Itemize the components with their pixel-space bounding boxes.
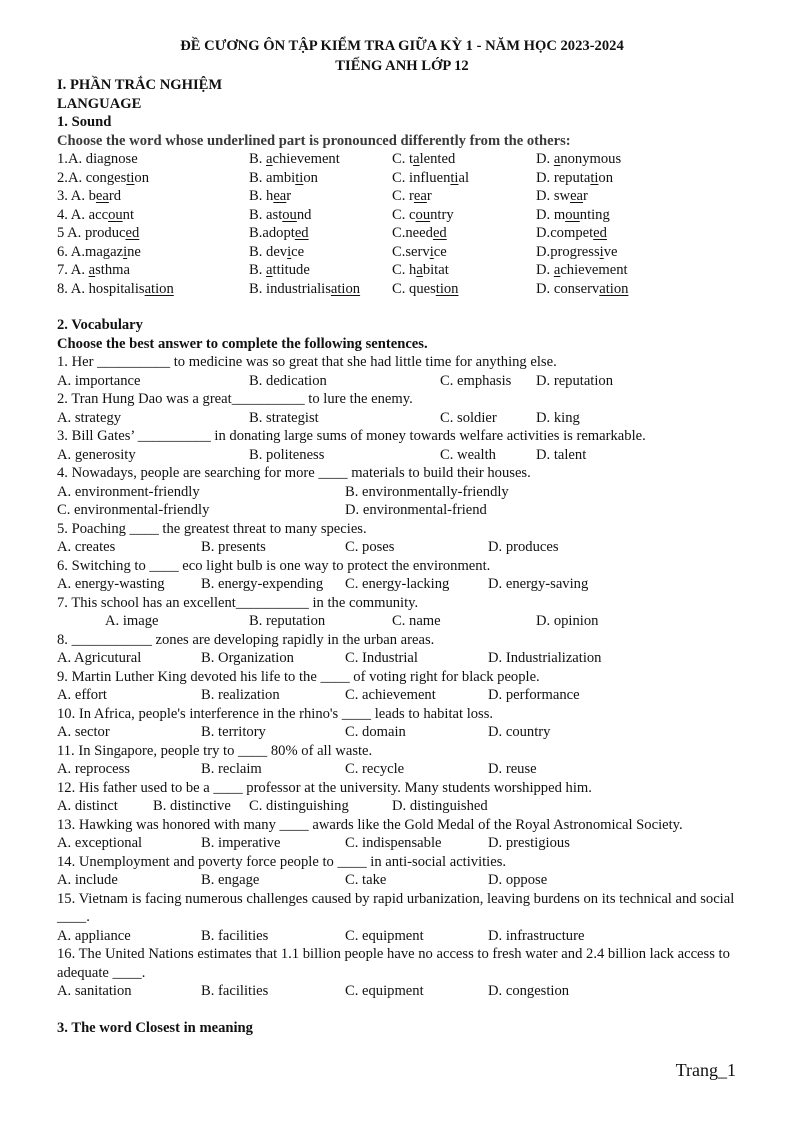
underlined-sound: ou (108, 206, 123, 223)
doc-title-line2: TIẾNG ANH LỚP 12 (335, 58, 469, 74)
answer-option[interactable]: A. importance (57, 372, 141, 389)
sound-option: C. habitat (392, 262, 449, 278)
underlined-sound: ti (126, 169, 135, 186)
sound-option: 6. A.magazine (57, 243, 141, 260)
answer-option[interactable]: A. reprocess (57, 761, 130, 777)
sound-option: 1.A. diagnose (57, 151, 138, 167)
answer-options (57, 760, 747, 779)
answer-option[interactable]: C. recycle (345, 761, 405, 777)
sound-question-row (57, 206, 747, 225)
answer-option[interactable]: A. strategy (57, 409, 122, 426)
underlined-sound: a (416, 262, 423, 278)
sound-question-row (57, 280, 747, 299)
doc-title-line1: ĐỀ CƯƠNG ÔN TẬP KIỂM TRA GIỮA KỲ 1 - NĂM HỌC 2023-2024 (180, 38, 624, 54)
vocab-question: 9. Martin Luther King devoted his life to the ____ of voting right for black people. (57, 668, 540, 685)
sound-option: B. industrialisation (249, 280, 361, 297)
answer-option[interactable]: D. country (488, 724, 551, 740)
sound-option: C.service (392, 243, 447, 260)
underlined-sound: ation (330, 280, 361, 297)
vocab-question: 11. In Singapore, people try to ____ 80% of all waste. (57, 742, 373, 759)
sound-question-row (57, 150, 747, 169)
answer-option[interactable]: C. take (345, 872, 387, 888)
sound-option: 7. A. asthma (57, 262, 130, 278)
answer-option[interactable]: C. wealth (440, 446, 496, 463)
sound-option: D. achievement (536, 262, 628, 278)
answer-option[interactable]: B. Organization (201, 650, 294, 666)
vocab-instruction: Choose the best answer to complete the following sentences. (57, 335, 428, 352)
answer-option[interactable]: C. domain (345, 724, 406, 740)
vocab-question: 14. Unemployment and poverty force people to ____ in anti-social activities. (57, 853, 507, 870)
answer-options (57, 723, 747, 742)
sound-option: C. influential (392, 169, 470, 186)
answer-option[interactable]: D. energy-saving (488, 576, 589, 592)
sound-option: D. swear (536, 188, 588, 204)
underlined-sound: a (266, 262, 273, 278)
answer-option[interactable]: C. poses (345, 539, 395, 555)
underlined-sound: ed (432, 225, 447, 241)
sound-question-row (57, 243, 747, 262)
vocab-question: 6. Switching to ____ eco light bulb is one way to protect the environment. (57, 557, 491, 574)
answer-options (57, 686, 747, 705)
vocab-question: 8. ___________ zones are developing rapidly in the urban areas. (57, 631, 435, 648)
answer-option[interactable]: D. reuse (488, 761, 537, 777)
sound-option: C. rear (392, 188, 432, 204)
answer-option[interactable]: C. equipment (345, 927, 424, 944)
underlined-sound: i (287, 243, 292, 260)
underlined-sound: a (553, 262, 561, 278)
answer-options (57, 483, 747, 502)
sound-option: B. device (249, 243, 305, 260)
sound-option: 4. A. account (57, 206, 135, 223)
sound-option: 2.A. congestion (57, 169, 150, 186)
answer-option[interactable]: B. presents (201, 539, 266, 555)
answer-option[interactable]: D. opinion (536, 613, 599, 629)
sound-heading: 1. Sound (57, 114, 112, 130)
answer-options (57, 797, 747, 816)
answer-options (57, 575, 747, 594)
sound-option: 8. A. hospitalisation (57, 280, 174, 297)
answer-option[interactable]: A. effort (57, 687, 107, 703)
sound-option: D. reputation (536, 169, 614, 186)
answer-options (57, 372, 747, 391)
vocab-question: 10. In Africa, people's interference in the rhino's ____ leads to habitat loss. (57, 705, 494, 722)
answer-option[interactable]: C. achievement (345, 687, 436, 703)
answer-options (57, 871, 747, 890)
sound-question-row (57, 261, 747, 280)
underlined-sound: tion (435, 280, 459, 297)
answer-options (57, 612, 747, 631)
vocab-question: 3. Bill Gates’ __________ in donating large sums of money towards welfare activities is remarkable. (57, 428, 646, 444)
vocab-question-list (57, 353, 747, 1001)
underlined-sound: a (553, 151, 561, 167)
part-heading: I. PHẦN TRẮC NGHIỆM (57, 77, 223, 93)
answer-options (57, 501, 747, 520)
answer-option[interactable]: D. infrastructure (488, 927, 585, 944)
underlined-sound: i (599, 243, 604, 260)
answer-option[interactable]: B. engage (201, 872, 260, 888)
answer-option[interactable]: D. environmental-friend (345, 502, 487, 518)
page-number: Trang_1 (675, 1060, 736, 1080)
sound-option: C. talented (392, 151, 456, 167)
underlined-sound: ea (273, 188, 287, 204)
answer-option[interactable]: B. distinctive (153, 798, 231, 814)
answer-option[interactable]: A. creates (57, 539, 116, 555)
answer-option[interactable]: A. include (57, 872, 118, 888)
underlined-sound: ti (450, 169, 459, 186)
answer-options (57, 927, 747, 946)
answer-option[interactable]: C. soldier (440, 409, 497, 426)
answer-option[interactable]: A. appliance (57, 927, 131, 944)
sound-question-list (57, 150, 747, 298)
sound-option: 5 A. produced (57, 225, 140, 241)
underlined-sound: ea (413, 188, 427, 204)
answer-option[interactable]: A. sector (57, 724, 110, 740)
sound-option: D. mounting (536, 206, 610, 223)
answer-option[interactable]: A. distinct (57, 798, 118, 814)
underlined-sound: a (413, 151, 420, 167)
underlined-sound: ed (125, 225, 140, 241)
answer-option[interactable]: A. Agricutural (57, 650, 142, 666)
underlined-sound: g (103, 151, 111, 167)
answer-option[interactable]: A. environment-friendly (57, 483, 200, 500)
vocab-question: 7. This school has an excellent__________ in the community. (57, 594, 419, 611)
sound-option: B.adopted (249, 225, 309, 241)
answer-option[interactable]: C. distinguishing (249, 798, 349, 814)
answer-options (57, 538, 747, 557)
sound-question-row (57, 224, 747, 243)
answer-option[interactable]: C. name (392, 613, 441, 629)
answer-option[interactable]: B. politeness (249, 446, 325, 463)
sound-option: C. question (392, 280, 459, 297)
vocab-question: 5. Poaching ____ the greatest threat to many species. (57, 520, 367, 537)
answer-options (57, 982, 747, 1001)
answer-option[interactable]: A. exceptional (57, 835, 143, 851)
answer-option[interactable]: C. energy-lacking (345, 576, 450, 592)
document-page (57, 36, 747, 1037)
closest-heading: 3. The word Closest in meaning (57, 1019, 253, 1036)
answer-option[interactable]: C. environmental-friendly (57, 502, 210, 518)
underlined-sound: ea (95, 188, 109, 204)
answer-option[interactable]: A. energy-wasting (57, 576, 165, 592)
answer-option[interactable]: D. distinguished (392, 798, 488, 814)
answer-option[interactable]: B. strategist (249, 409, 319, 426)
underlined-sound: a (88, 262, 96, 278)
sound-option: C. country (392, 206, 454, 223)
answer-option[interactable]: C. indispensable (345, 835, 442, 851)
underlined-sound: ation (144, 280, 174, 297)
sound-question-row (57, 187, 747, 206)
answer-option[interactable]: B. territory (201, 724, 266, 740)
answer-option[interactable]: B. energy-expending (201, 576, 324, 592)
sound-option: B. ambition (249, 169, 318, 186)
vocab-question: 1. Her __________ to medicine was so great that she had little time for anything else. (57, 354, 557, 370)
vocab-question: 12. His father used to be a ____ professor at the university. Many students worshipped him. (57, 779, 592, 796)
answer-option[interactable]: D. performance (488, 687, 580, 703)
sound-option: D.competed (536, 225, 607, 241)
underlined-sound: ed (294, 225, 309, 241)
underlined-sound: ti (590, 169, 599, 186)
answer-option[interactable]: C. equipment (345, 983, 424, 999)
underlined-sound: a (266, 151, 273, 167)
sound-option: B. hear (249, 188, 292, 204)
underlined-sound: ation (599, 280, 629, 297)
sound-option: B. attitude (249, 262, 310, 278)
sound-option: C.needed (392, 225, 447, 241)
answer-option[interactable]: D. oppose (488, 872, 548, 888)
answer-option[interactable]: B. facilities (201, 927, 269, 944)
underlined-sound: ed (593, 225, 607, 241)
answer-option[interactable]: C. Industrial (345, 650, 418, 666)
sound-option: 3. A. beard (57, 188, 122, 204)
answer-option[interactable]: D. congestion (488, 983, 570, 999)
answer-option[interactable]: B. environmentally-friendly (345, 483, 509, 500)
underlined-sound: ea (570, 188, 584, 204)
vocab-question: 13. Hawking was honored with many ____ awards like the Gold Medal of the Royal Astronomical Society. (57, 816, 683, 833)
vocab-question: 15. Vietnam is facing numerous challenges caused by rapid urbanization, leaving burdens on its technical and social ____. (57, 890, 735, 925)
sound-instruction: Choose the word whose underlined part is pronounced differently from the others: (57, 132, 571, 149)
language-heading: LANGUAGE (57, 95, 142, 112)
answer-option[interactable]: B. reclaim (201, 761, 262, 777)
answer-option[interactable]: D. Industrialization (488, 650, 602, 666)
answer-option[interactable]: A. sanitation (57, 983, 132, 999)
vocab-question: 2. Tran Hung Dao was a great__________ to lure the enemy. (57, 391, 413, 407)
answer-option[interactable]: B. reputation (249, 613, 326, 629)
answer-option[interactable]: D. reputation (536, 372, 614, 389)
vocab-question: 16. The United Nations estimates that 1.1 billion people have no access to fresh water and 2.4 billion lack access to adequate ____. (57, 946, 730, 981)
sound-option: D. conservation (536, 280, 629, 297)
sound-option: B. astound (249, 206, 312, 223)
sound-option: D. anonymous (536, 151, 622, 167)
answer-options (57, 446, 747, 465)
sound-question-row (57, 169, 747, 188)
sound-option: B. achievement (249, 151, 340, 167)
vocab-question: 4. Nowadays, people are searching for more ____ materials to build their houses. (57, 465, 531, 481)
underlined-sound: i (429, 243, 434, 260)
vocab-heading: 2. Vocabulary (57, 317, 143, 333)
answer-option[interactable]: B. imperative (201, 835, 281, 851)
underlined-sound: ou (565, 206, 580, 223)
answer-option[interactable]: B. dedication (249, 372, 327, 389)
answer-option[interactable]: D. king (536, 409, 580, 426)
underlined-sound: i (123, 243, 128, 260)
answer-option[interactable]: B. facilities (201, 983, 269, 999)
answer-option[interactable]: D. produces (488, 539, 559, 555)
underlined-sound: ou (415, 206, 431, 223)
underlined-sound: ti (295, 169, 304, 186)
answer-option[interactable]: D. prestigious (488, 835, 570, 851)
underlined-sound: ou (282, 206, 297, 223)
sound-option: D.progressive (536, 243, 618, 260)
answer-option[interactable]: A. generosity (57, 446, 136, 463)
answer-option[interactable]: B. realization (201, 687, 280, 703)
answer-option[interactable]: D. talent (536, 446, 587, 463)
answer-options (57, 834, 747, 853)
answer-options (57, 649, 747, 668)
answer-options (57, 409, 747, 428)
answer-option[interactable]: C. emphasis (440, 372, 512, 389)
answer-option[interactable]: A. image (105, 613, 159, 629)
